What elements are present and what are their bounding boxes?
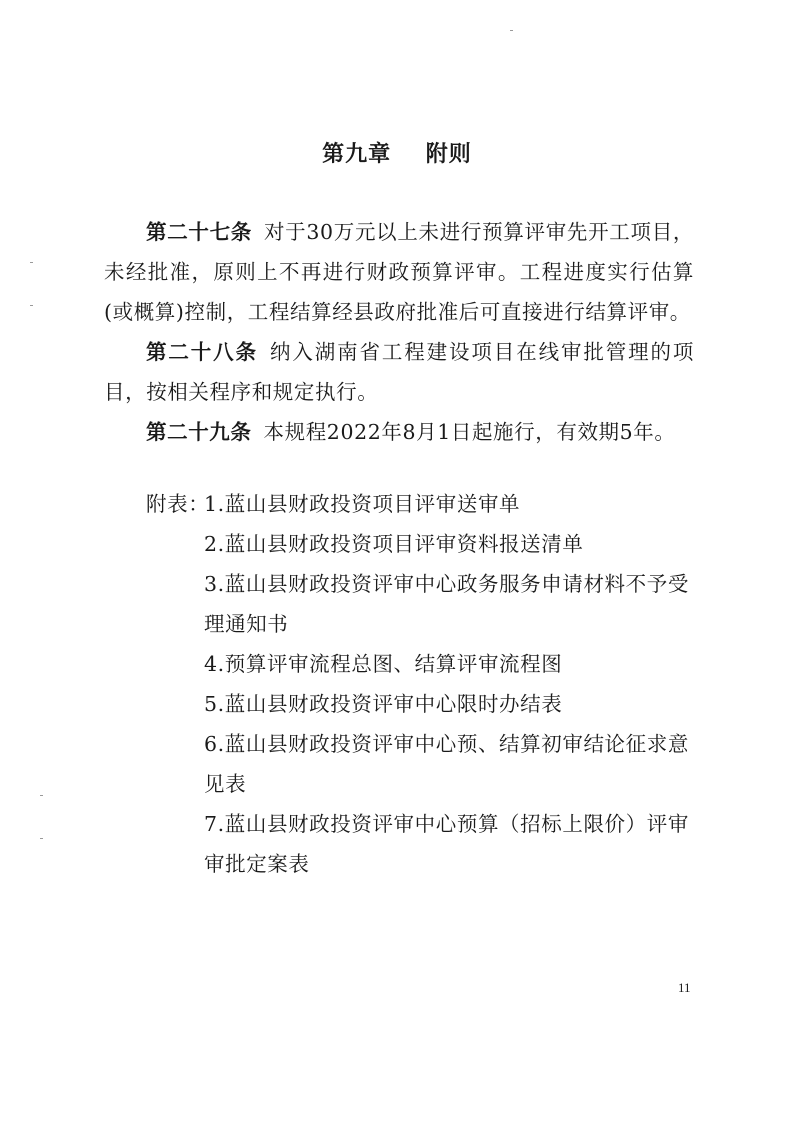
articles-section: [104, 212, 694, 452]
appendix-item: 7.蓝山县财政投资评审中心预算（招标上限价）评审审批定案表: [204, 812, 689, 876]
article-27: [104, 212, 694, 332]
scan-speck: [510, 30, 513, 31]
appendix-item: 3.蓝山县财政投资评审中心政务服务申请材料不予受理通知书: [204, 572, 689, 636]
scan-speck: [30, 305, 33, 306]
article-number: 第二十八条: [146, 340, 258, 364]
page-number: 11: [678, 980, 691, 995]
scan-speck: [40, 838, 43, 839]
appendix-item: 5.蓝山县财政投资评审中心限时办结表: [204, 692, 563, 716]
article-text: 本规程2022年8月1日起施行，有效期5年。: [263, 420, 676, 444]
article-text: 对于30万元以上未进行预算评审先开工项目，未经批准，原则上不再进行财政预算评审。工程进度实行估算(或概算)控制，工程结算经县政府批准后可直接进行结算评审。: [104, 220, 694, 324]
appendix-item: 6.蓝山县财政投资评审中心预、结算初审结论征求意见表: [204, 732, 689, 796]
appendix-item: 1.蓝山县财政投资项目评审送审单: [204, 492, 521, 516]
article-text: 纳入湖南省工程建设项目在线审批管理的项目，按相关程序和规定执行。: [104, 340, 694, 404]
article-28: [104, 332, 694, 412]
article-number: 第二十九条: [146, 420, 252, 444]
article-29: [104, 412, 694, 452]
appendix-item: 2.蓝山县财政投资项目评审资料报送清单: [204, 532, 584, 556]
appendix-list: [204, 484, 696, 884]
scan-speck: [30, 262, 33, 263]
chapter-title: 第九章 附则: [322, 141, 472, 167]
appendix-item: 4.预算评审流程总图、结算评审流程图: [204, 652, 563, 676]
scan-speck: [40, 795, 43, 796]
appendix-label: 附表：: [146, 492, 210, 516]
article-number: 第二十七条: [146, 220, 252, 244]
